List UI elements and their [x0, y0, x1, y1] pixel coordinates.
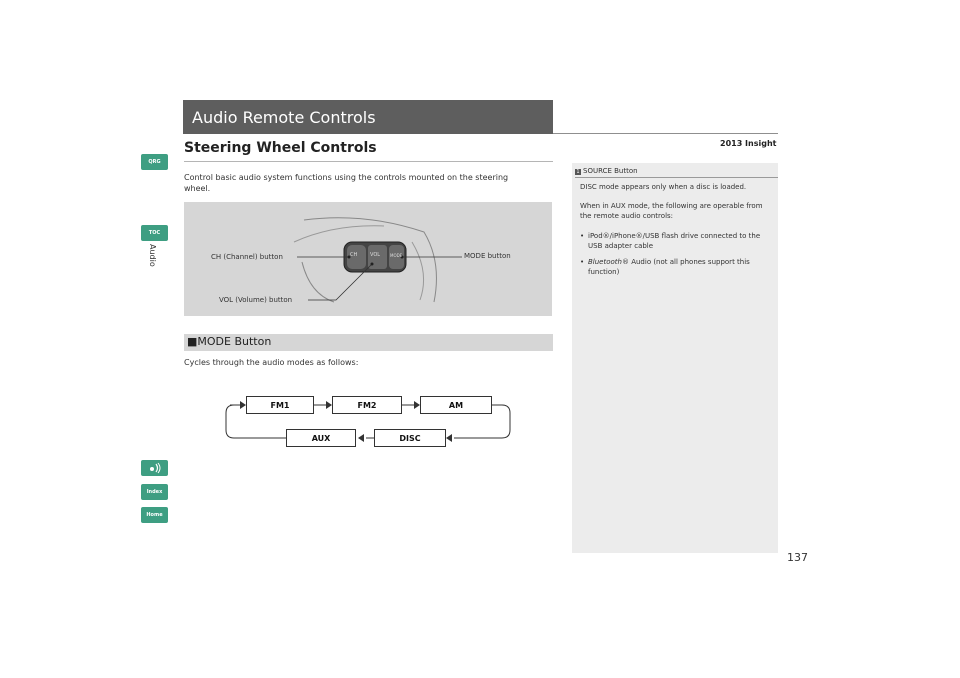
- nav-qrg-button[interactable]: QRG: [141, 154, 168, 170]
- cycle-description: Cycles through the audio modes as follows:: [184, 358, 359, 367]
- note-bullet-2: [580, 257, 770, 277]
- voice-icon: [148, 462, 162, 474]
- note-paragraph-1: DISC mode appears only when a disc is loaded.: [580, 183, 747, 191]
- note-divider: [575, 177, 778, 178]
- mode-disc: DISC: [374, 429, 446, 447]
- mode-fm2: FM2: [332, 396, 402, 414]
- section-divider: [184, 161, 553, 162]
- nav-voice-button[interactable]: [141, 460, 168, 476]
- note-heading: [575, 167, 638, 175]
- note-heading-text: SOURCE Button: [583, 167, 638, 175]
- bluetooth-emphasis: Bluetooth®: [588, 258, 629, 266]
- model-tag: 2013 Insight: [720, 139, 777, 148]
- mode-button-text: MODE: [390, 253, 403, 258]
- note-marker-icon: 1: [576, 169, 580, 175]
- nav-toc-button[interactable]: TOC: [141, 225, 168, 241]
- vol-button-label: VOL (Volume) button: [219, 296, 293, 304]
- subsection-title: ■MODE Button: [187, 335, 272, 348]
- note-panel: [572, 163, 778, 553]
- note-bullet-1: [580, 231, 770, 251]
- note-bullet-1-text: iPod®/iPhone®/USB flash drive connected to the USB adapter cable: [588, 232, 761, 250]
- note-paragraph-2: When in AUX mode, the following are operable from the remote audio controls:: [580, 202, 763, 220]
- mode-aux: AUX: [286, 429, 356, 447]
- ch-button-text: CH: [350, 252, 358, 258]
- page-number: 137: [787, 551, 808, 564]
- bullet-icon: •: [580, 258, 585, 266]
- chapter-side-label: Audio: [148, 244, 157, 267]
- nav-home-button[interactable]: Home: [141, 507, 168, 523]
- mode-fm1: FM1: [246, 396, 314, 414]
- mode-am: AM: [420, 396, 492, 414]
- section-title: Steering Wheel Controls: [184, 140, 377, 156]
- header-divider: [553, 133, 778, 134]
- vol-button-text: VOL: [370, 252, 381, 258]
- mode-button-label: MODE button: [464, 252, 511, 260]
- intro-text: Control basic audio system functions using the controls mounted on the steering wheel.: [184, 173, 509, 193]
- page-title: Audio Remote Controls: [192, 108, 376, 127]
- steering-wheel-figure: [184, 202, 552, 316]
- nav-index-button[interactable]: Index: [141, 484, 168, 500]
- ch-button-label: CH (Channel) button: [211, 253, 283, 261]
- note-bullet-2-text: Audio (not all phones support this function): [588, 258, 750, 276]
- bullet-icon: •: [580, 232, 585, 240]
